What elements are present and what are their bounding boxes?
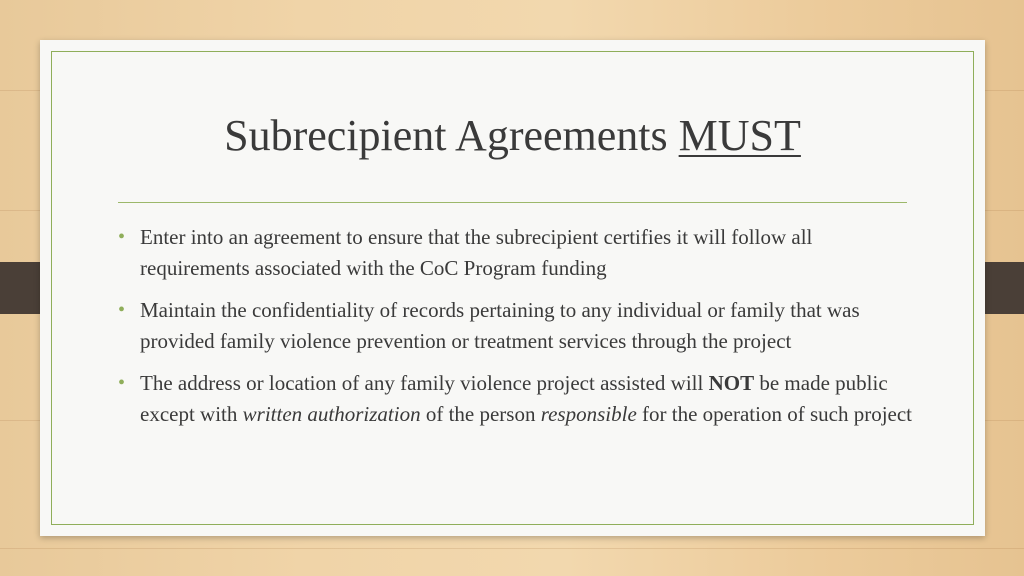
bullet-bold-text: NOT <box>708 371 755 395</box>
bullet-icon: • <box>118 299 126 321</box>
bullet-item <box>118 222 918 284</box>
title-main: Subrecipient Agreements <box>224 111 679 160</box>
bullet-icon: • <box>118 372 126 394</box>
slide-card <box>40 40 985 536</box>
bullet-italic-text: written authorization <box>242 402 421 426</box>
bullet-icon: • <box>118 226 126 248</box>
bullet-text-part: The address or location of any family violence project assisted will <box>140 371 709 395</box>
bullet-text: Maintain the confidentiality of records pertaining to any individual or family that was provided family violence prevention or treatment services through the project <box>140 298 860 353</box>
bullet-item <box>118 295 918 357</box>
slide-title <box>40 110 985 162</box>
bullet-item <box>118 368 918 430</box>
bullet-list <box>118 222 918 441</box>
bullet-text-part: be made public except with <box>140 371 888 426</box>
bullet-text-part: for the operation of such project <box>636 402 913 426</box>
bullet-text: Enter into an agreement to ensure that the subrecipient certifies it will follow all requirements associated with the CoC Program funding <box>140 225 813 280</box>
title-divider <box>118 202 907 203</box>
bullet-text-part: of the person <box>420 402 541 426</box>
wood-grain <box>0 548 1024 549</box>
title-emphasis: MUST <box>678 111 801 160</box>
bullet-italic-text: responsible <box>540 402 637 426</box>
